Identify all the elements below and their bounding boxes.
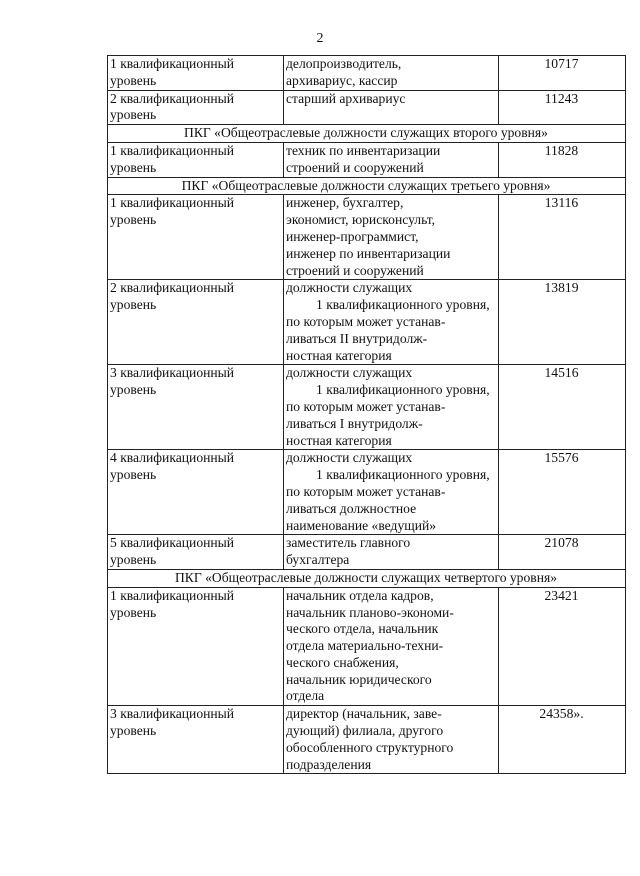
qualification-level-cell bbox=[108, 280, 284, 365]
positions-cell bbox=[284, 280, 499, 365]
position-text: строений и сооружений bbox=[286, 262, 424, 278]
section-title: ПКГ «Общеотраслевые должности служащих третьего уровня» bbox=[108, 177, 626, 195]
section-header-row bbox=[108, 177, 626, 195]
qualification-level-cell bbox=[108, 535, 284, 570]
position-text: обособленного структурного bbox=[286, 739, 454, 755]
position-text: ностная категория bbox=[286, 432, 392, 448]
positions-cell bbox=[284, 56, 499, 91]
salary-table bbox=[107, 55, 626, 774]
position-text: подразделения bbox=[286, 756, 372, 772]
position-text: ческого снабжения, bbox=[286, 654, 399, 670]
salary-cell: 15576 bbox=[499, 450, 626, 535]
qualification-level-cell bbox=[108, 365, 284, 450]
qualification-level-text: 3 квалификационный bbox=[110, 365, 235, 381]
position-text: по которым может устанав- bbox=[286, 483, 446, 499]
positions-cell bbox=[284, 706, 499, 774]
salary-cell: 24358». bbox=[499, 706, 626, 774]
qualification-level-text: уровень bbox=[110, 72, 157, 88]
position-text: ческого отдела, начальник bbox=[286, 621, 439, 637]
position-text: по которым может устанав- bbox=[286, 398, 446, 414]
table-row bbox=[108, 142, 626, 177]
position-text: ливаться II внутридолж- bbox=[286, 330, 428, 346]
position-text: отдела bbox=[286, 688, 325, 704]
qualification-level-text: уровень bbox=[110, 297, 157, 313]
salary-cell: 23421 bbox=[499, 587, 626, 706]
qualification-level-text: 2 квалификационный bbox=[110, 280, 235, 296]
qualification-level-text: 4 квалификационный bbox=[110, 450, 235, 466]
position-text: должности служащих bbox=[286, 450, 413, 466]
position-text: по которым может устанав- bbox=[286, 313, 446, 329]
table-row bbox=[108, 90, 626, 125]
position-text: дующий) филиала, другого bbox=[286, 723, 444, 739]
position-text: инженер по инвентаризации bbox=[286, 245, 451, 261]
position-text: начальник юридического bbox=[286, 671, 432, 687]
qualification-level-text: уровень bbox=[110, 212, 157, 228]
salary-cell: 21078 bbox=[499, 535, 626, 570]
position-text: бухгалтера bbox=[286, 552, 350, 568]
qualification-level-cell bbox=[108, 195, 284, 280]
position-text: инженер-программист, bbox=[286, 228, 419, 244]
position-text: инженер, бухгалтер, bbox=[286, 195, 404, 211]
table-row bbox=[108, 195, 626, 280]
positions-cell bbox=[284, 535, 499, 570]
position-text: техник по инвентаризации bbox=[286, 142, 441, 158]
salary-cell: 11243 bbox=[499, 90, 626, 125]
position-text: заместитель главного bbox=[286, 535, 411, 551]
salary-table-body bbox=[108, 56, 626, 774]
position-text: директор (начальник, заве- bbox=[286, 706, 442, 722]
section-header-row bbox=[108, 125, 626, 143]
position-text: делопроизводитель, bbox=[286, 56, 402, 71]
positions-cell bbox=[284, 90, 499, 125]
positions-cell bbox=[284, 195, 499, 280]
positions-cell bbox=[284, 142, 499, 177]
qualification-level-text: уровень bbox=[110, 382, 157, 398]
position-text: 1 квалификационного уровня, bbox=[316, 382, 490, 398]
qualification-level-cell bbox=[108, 587, 284, 706]
salary-cell: 14516 bbox=[499, 365, 626, 450]
position-text: должности служащих bbox=[286, 280, 413, 296]
qualification-level-text: 3 квалификационный bbox=[110, 706, 235, 722]
position-text: 1 квалификационного уровня, bbox=[316, 467, 490, 483]
table-row bbox=[108, 706, 626, 774]
qualification-level-text: 5 квалификационный bbox=[110, 535, 235, 551]
position-text: старший архивариус bbox=[286, 90, 406, 106]
position-text: строений и сооружений bbox=[286, 159, 424, 175]
qualification-level-text: уровень bbox=[110, 723, 157, 739]
qualification-level-text: 1 квалификационный bbox=[110, 56, 235, 71]
position-text: ливаться должностное bbox=[286, 500, 417, 516]
table-row bbox=[108, 56, 626, 91]
qualification-level-cell bbox=[108, 90, 284, 125]
salary-cell: 10717 bbox=[499, 56, 626, 91]
table-row bbox=[108, 450, 626, 535]
table-row bbox=[108, 587, 626, 706]
page-number: 2 bbox=[316, 31, 324, 46]
position-text: начальник планово-экономи- bbox=[286, 604, 454, 620]
qualification-level-text: уровень bbox=[110, 159, 157, 175]
table-row bbox=[108, 280, 626, 365]
section-title: ПКГ «Общеотраслевые должности служащих четвертого уровня» bbox=[108, 569, 626, 587]
qualification-level-cell bbox=[108, 56, 284, 91]
qualification-level-text: 1 квалификационный bbox=[110, 142, 235, 158]
position-text: начальник отдела кадров, bbox=[286, 587, 434, 603]
qualification-level-text: 2 квалификационный bbox=[110, 90, 235, 106]
position-text: наименование «ведущий» bbox=[286, 517, 437, 533]
positions-cell bbox=[284, 365, 499, 450]
salary-cell: 13819 bbox=[499, 280, 626, 365]
table-row bbox=[108, 535, 626, 570]
qualification-level-text: уровень bbox=[110, 604, 157, 620]
position-text: экономист, юрисконсульт, bbox=[286, 212, 436, 228]
position-text: отдела материально-техни- bbox=[286, 638, 444, 654]
salary-cell: 13116 bbox=[499, 195, 626, 280]
section-header-row bbox=[108, 569, 626, 587]
position-text: ностная категория bbox=[286, 347, 392, 363]
qualification-level-cell bbox=[108, 450, 284, 535]
qualification-level-cell bbox=[108, 142, 284, 177]
qualification-level-text: уровень bbox=[110, 107, 157, 123]
position-text: должности служащих bbox=[286, 365, 413, 381]
qualification-level-cell bbox=[108, 706, 284, 774]
qualification-level-text: 1 квалификационный bbox=[110, 195, 235, 211]
position-text: архивариус, кассир bbox=[286, 72, 398, 88]
qualification-level-text: уровень bbox=[110, 467, 157, 483]
qualification-level-text: 1 квалификационный bbox=[110, 587, 235, 603]
positions-cell bbox=[284, 450, 499, 535]
positions-cell bbox=[284, 587, 499, 706]
table-row bbox=[108, 365, 626, 450]
position-text: ливаться I внутридолж- bbox=[286, 415, 423, 431]
qualification-level-text: уровень bbox=[110, 552, 157, 568]
position-text: 1 квалификационного уровня, bbox=[316, 297, 490, 313]
salary-cell: 11828 bbox=[499, 142, 626, 177]
section-title: ПКГ «Общеотраслевые должности служащих второго уровня» bbox=[108, 125, 626, 143]
